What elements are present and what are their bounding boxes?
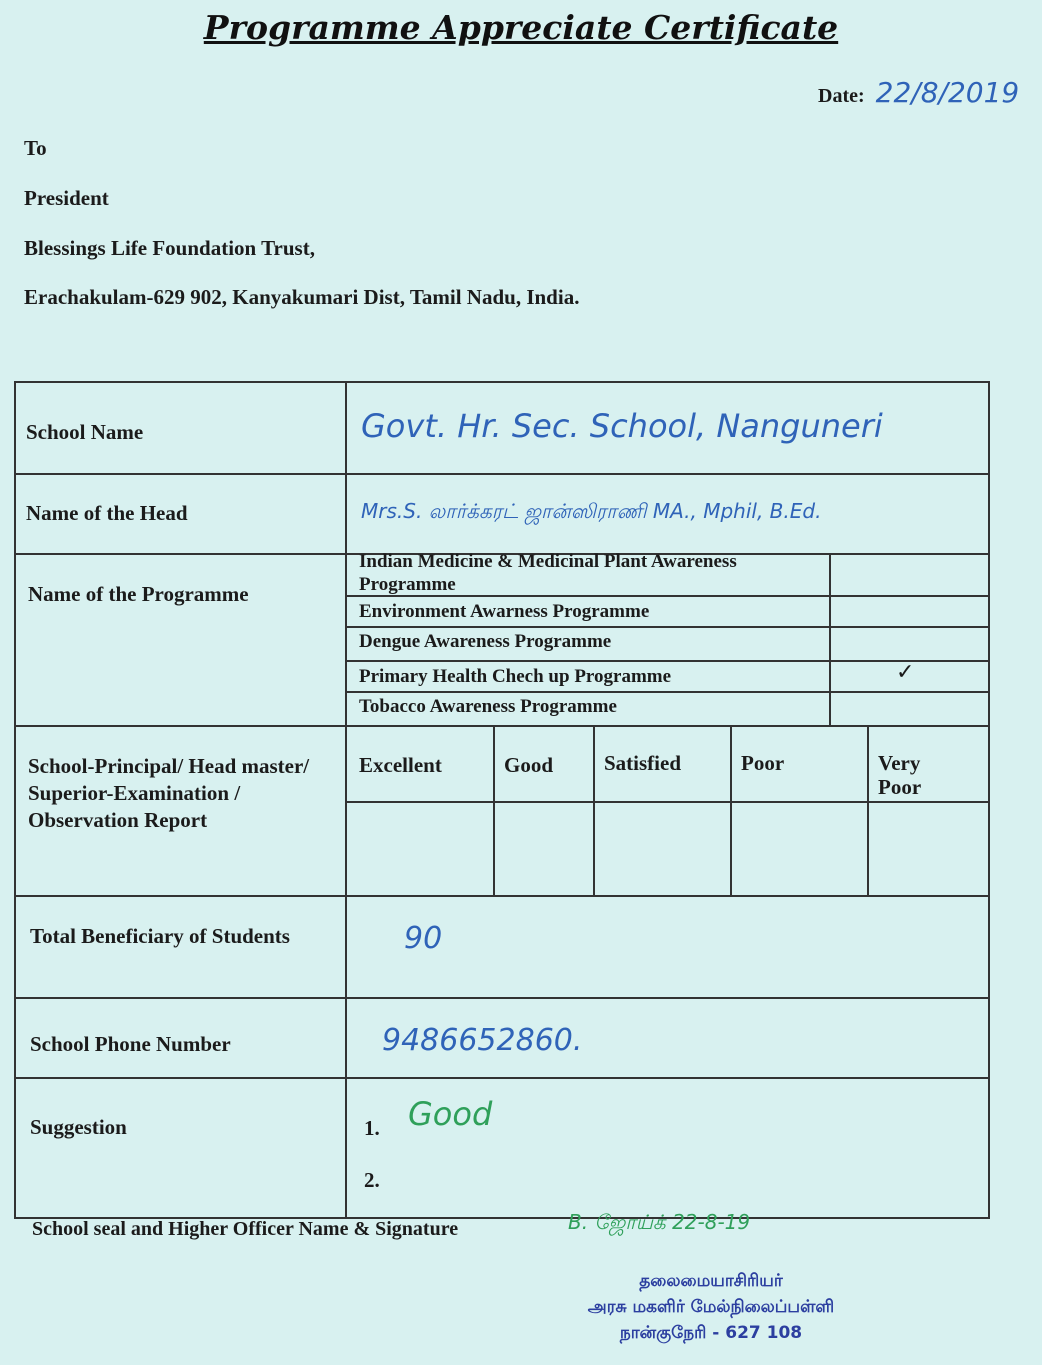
head-name-label: Name of the Head — [26, 501, 188, 525]
school-seal — [0, 1268, 1042, 1346]
programme-label: Name of the Programme — [28, 582, 249, 606]
phone-value: 9486652860. — [382, 1023, 583, 1058]
rating-poor: Poor — [741, 751, 785, 775]
recipient-designation: President — [24, 186, 109, 210]
programme-item: Primary Health Chech up Programme — [359, 666, 672, 687]
seal-line: தலைமையாசிரியர் — [639, 1271, 783, 1291]
suggestion-number: 1. — [364, 1116, 380, 1140]
suggestion-text: Good — [408, 1095, 493, 1133]
seal-line: அரசு மகளிர் மேல்நிலைப்பள்ளி — [587, 1297, 835, 1317]
date-value: 22/8/2019 — [875, 76, 1020, 109]
programme-form-table — [14, 381, 990, 1219]
check-mark-icon: ✓ — [896, 660, 915, 685]
recipient-address: Erachakulam-629 902, Kanyakumari Dist, Tamil Nadu, India. — [24, 285, 580, 309]
certificate-title: Programme Appreciate Certificate — [203, 8, 839, 47]
programme-item: Indian Medicine & Medicinal Plant Awareness Programme — [359, 551, 737, 595]
school-name-label: School Name — [26, 420, 144, 444]
school-name-value: Govt. Hr. Sec. School, Nanguneri — [361, 407, 883, 445]
programme-item: Dengue Awareness Programme — [359, 631, 612, 652]
head-name-value: Mrs.S. லார்க்கரட் ஜான்ஸிராணி MA., Mphil, B.Ed. — [361, 499, 822, 523]
seal-line: நான்குநேரி - 627 108 — [619, 1323, 803, 1343]
programme-item: Environment Awarness Programme — [359, 601, 650, 622]
recipient-organization: Blessings Life Foundation Trust, — [24, 236, 315, 260]
suggestion-number: 2. — [364, 1168, 380, 1192]
report-label: School-Principal/ Head master/ Superior-Examination / Observation Report — [28, 754, 310, 832]
date-label: Date: — [818, 85, 865, 107]
programme-item: Tobacco Awareness Programme — [359, 696, 617, 717]
suggestion-label: Suggestion — [30, 1115, 127, 1139]
beneficiary-label: Total Beneficiary of Students — [30, 924, 290, 948]
rating-very-poor: Very Poor — [878, 751, 922, 799]
rating-good: Good — [504, 753, 554, 777]
rating-satisfied: Satisfied — [604, 751, 682, 775]
recipient-to: To — [24, 136, 47, 160]
seal-signature-caption: School seal and Higher Officer Name & Signature — [32, 1218, 459, 1240]
date-field — [818, 76, 1019, 109]
officer-signature: B. ஜோய்க் 22-8-19 — [568, 1210, 751, 1234]
rating-excellent: Excellent — [359, 753, 442, 777]
phone-label: School Phone Number — [30, 1032, 231, 1056]
beneficiary-value: 90 — [404, 921, 443, 956]
